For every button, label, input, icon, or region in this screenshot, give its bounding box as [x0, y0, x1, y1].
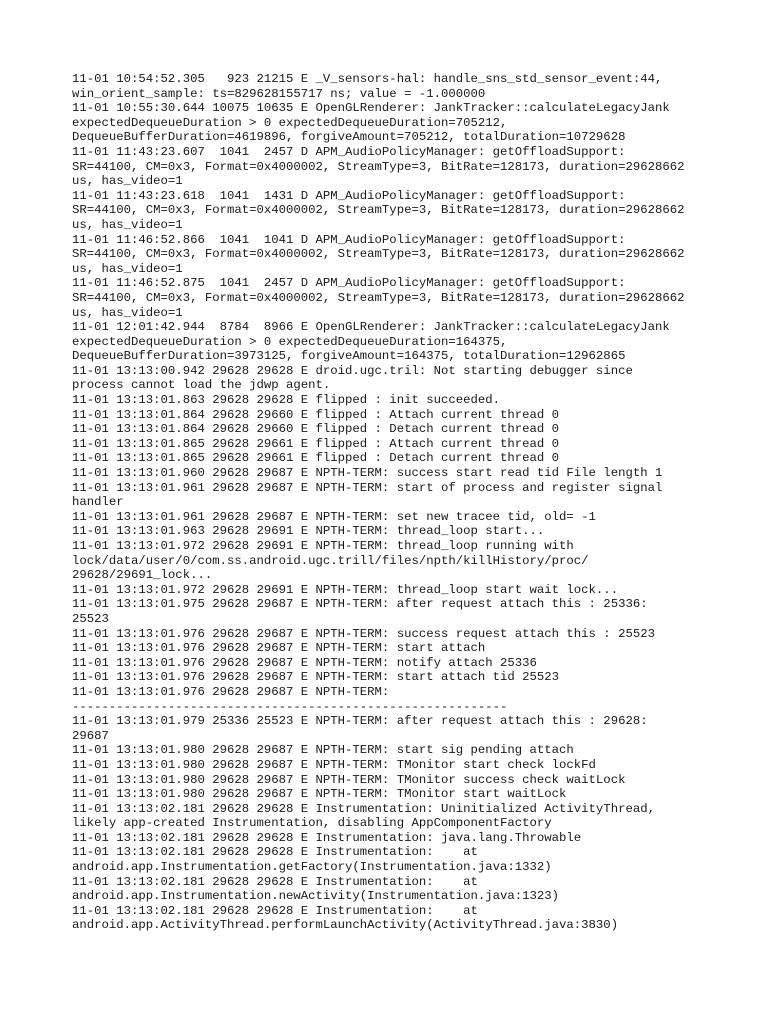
log-line: lock/data/user/0/com.ss.android.ugc.trill/files/npth/killHistory/proc/ [72, 553, 589, 568]
log-line: 11-01 13:13:01.972 29628 29691 E NPTH-TERM: thread_loop running with [72, 539, 574, 553]
log-line: 11-01 11:43:23.607 1041 2457 D APM_AudioPolicyManager: getOffloadSupport: [72, 144, 626, 159]
log-line: 11-01 13:13:01.865 29628 29661 E flipped : Attach current thread 0 [72, 436, 560, 451]
log-line: us, has_video=1 [72, 305, 183, 320]
log-line: android.app.ActivityThread.performLaunchActivity(ActivityThread.java:3830) [72, 918, 619, 933]
log-line: DequeueBufferDuration=4619896, forgiveAmount=705212, totalDuration=10729628 [72, 130, 626, 145]
log-line: 11-01 13:13:02.181 29628 29628 E Instrumentation: java.lang.Throwable [72, 830, 582, 845]
log-line: 29687 [72, 728, 109, 743]
log-line: 11-01 11:46:52.866 1041 1041 D APM_AudioPolicyManager: getOffloadSupport: [72, 232, 626, 247]
log-line: us, has_video=1 [72, 174, 183, 189]
log-line: 11-01 13:13:02.181 29628 29628 E Instrumentation: at [72, 903, 478, 918]
log-line: 11-01 13:13:01.961 29628 29687 E NPTH-TERM: start of process and register signal [72, 480, 663, 495]
log-line: 11-01 13:13:02.181 29628 29628 E Instrumentation: at [72, 874, 478, 889]
log-line: ----------------------------------------------------------- [72, 699, 508, 714]
log-line: 11-01 10:54:52.305 923 21215 E _V_sensors-hal: handle_sns_std_sensor_event:44, [72, 72, 663, 86]
log-line: expectedDequeueDuration > 0 expectedDequeueDuration=705212, [72, 115, 508, 130]
log-line: 11-01 13:13:01.963 29628 29691 E NPTH-TERM: thread_loop start... [72, 524, 545, 539]
log-line: 11-01 11:43:23.618 1041 1431 D APM_AudioPolicyManager: getOffloadSupport: [72, 188, 626, 203]
log-line: 11-01 13:13:01.961 29628 29687 E NPTH-TERM: set new tracee tid, old= -1 [72, 509, 596, 524]
log-line: android.app.Instrumentation.newActivity(Instrumentation.java:1323) [72, 889, 560, 904]
log-line: 29628/29691_lock... [72, 568, 213, 583]
log-line: SR=44100, CM=0x3, Format=0x4000002, StreamType=3, BitRate=128173, duration=29628662 [72, 247, 685, 262]
log-line: 11-01 13:13:01.975 29628 29687 E NPTH-TERM: after request attach this : 25336: [72, 597, 648, 612]
log-line: expectedDequeueDuration > 0 expectedDequeueDuration=164375, [72, 334, 508, 349]
log-line: 11-01 10:55:30.644 10075 10635 E OpenGLRenderer: JankTracker::calculateLegacyJank [72, 101, 670, 116]
log-line: 11-01 13:13:02.181 29628 29628 E Instrumentation: at [72, 845, 478, 860]
log-line: 11-01 13:13:01.864 29628 29660 E flipped : Attach current thread 0 [72, 407, 560, 422]
log-line: SR=44100, CM=0x3, Format=0x4000002, StreamType=3, BitRate=128173, duration=29628662 [72, 290, 685, 305]
log-line: 11-01 13:13:01.980 29628 29687 E NPTH-TERM: TMonitor start check lockFd [72, 757, 596, 772]
log-line: 11-01 13:13:02.181 29628 29628 E Instrumentation: Uninitialized ActivityThread, [72, 801, 655, 816]
log-line: likely app-created Instrumentation, disabling AppComponentFactory [72, 816, 552, 831]
log-line: 11-01 13:13:01.976 29628 29687 E NPTH-TERM: start attach [72, 641, 486, 656]
log-line: 11-01 13:13:01.976 29628 29687 E NPTH-TERM: notify attach 25336 [72, 655, 537, 670]
log-line: win_orient_sample: ts=829628155717 ns; value = -1.000000 [72, 86, 486, 101]
log-line: 11-01 13:13:00.942 29628 29628 E droid.ugc.tril: Not starting debugger since [72, 363, 633, 378]
log-line: 25523 [72, 611, 109, 626]
log-line: 11-01 13:13:01.972 29628 29691 E NPTH-TERM: thread_loop start wait lock... [72, 582, 619, 597]
log-line: 11-01 13:13:01.976 29628 29687 E NPTH-TERM: [72, 684, 390, 699]
log-line: us, has_video=1 [72, 217, 183, 232]
log-line: 11-01 13:13:01.980 29628 29687 E NPTH-TERM: TMonitor start waitLock [72, 787, 567, 802]
log-line: 11-01 11:46:52.875 1041 2457 D APM_AudioPolicyManager: getOffloadSupport: [72, 276, 626, 291]
log-line: handler [72, 495, 124, 510]
log-line: SR=44100, CM=0x3, Format=0x4000002, StreamType=3, BitRate=128173, duration=29628662 [72, 159, 685, 174]
log-line: 11-01 13:13:01.863 29628 29628 E flipped : init succeeded. [72, 393, 501, 408]
log-line: 11-01 12:01:42.944 8784 8966 E OpenGLRenderer: JankTracker::calculateLegacyJank [72, 320, 670, 335]
log-line: android.app.Instrumentation.getFactory(Instrumentation.java:1332) [72, 860, 552, 875]
log-line: 11-01 13:13:01.865 29628 29661 E flipped : Detach current thread 0 [72, 451, 560, 466]
log-line: 11-01 13:13:01.864 29628 29660 E flipped : Detach current thread 0 [72, 422, 560, 437]
log-line: 11-01 13:13:01.980 29628 29687 E NPTH-TERM: TMonitor success check waitLock [72, 772, 626, 787]
log-line: DequeueBufferDuration=3973125, forgiveAmount=164375, totalDuration=12962865 [72, 349, 626, 364]
log-line: 11-01 13:13:01.960 29628 29687 E NPTH-TERM: success start read tid File length 1 [72, 466, 663, 481]
log-line: 11-01 13:13:01.976 29628 29687 E NPTH-TERM: success request attach this : 25523 [72, 626, 655, 641]
log-text-block [72, 72, 712, 933]
log-line: us, has_video=1 [72, 261, 183, 276]
log-line: 11-01 13:13:01.980 29628 29687 E NPTH-TERM: start sig pending attach [72, 743, 574, 758]
log-line: 11-01 13:13:01.979 25336 25523 E NPTH-TERM: after request attach this : 29628: [72, 714, 648, 729]
log-line: SR=44100, CM=0x3, Format=0x4000002, StreamType=3, BitRate=128173, duration=29628662 [72, 203, 685, 218]
log-line: 11-01 13:13:01.976 29628 29687 E NPTH-TERM: start attach tid 25523 [72, 670, 560, 685]
log-line: process cannot load the jdwp agent. [72, 378, 331, 393]
